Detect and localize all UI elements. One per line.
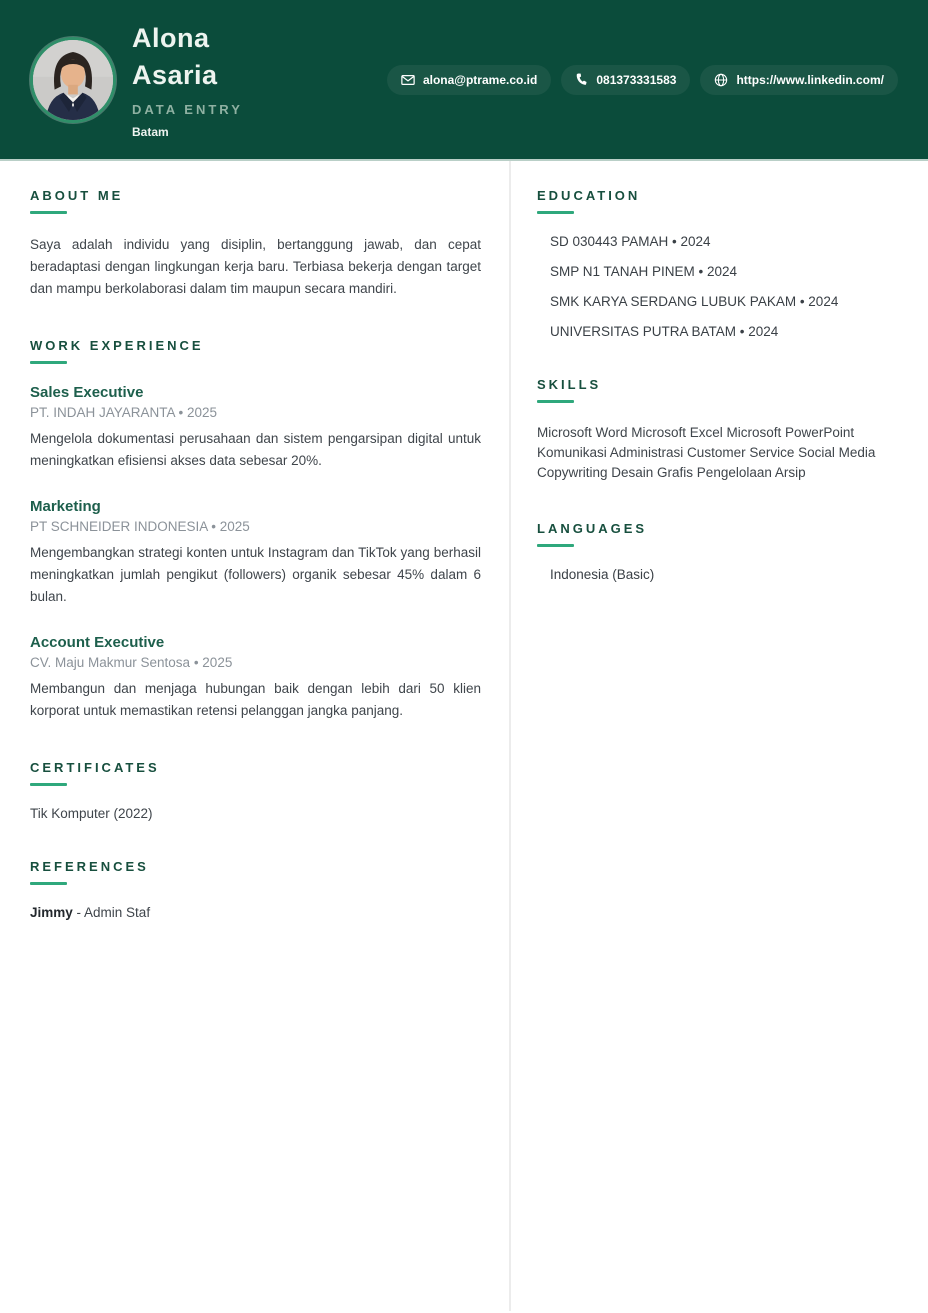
education-list [537, 234, 898, 339]
certificates-heading: CERTIFICATES [30, 760, 160, 775]
website-pill[interactable] [700, 65, 898, 95]
job-company: PT SCHNEIDER INDONESIA • 2025 [30, 519, 250, 534]
work-underline [30, 361, 67, 364]
email-text: alona@ptrame.co.id [422, 72, 538, 87]
phone-icon [575, 73, 588, 86]
language-item: Indonesia (Basic) [550, 567, 655, 582]
phone-pill[interactable] [561, 65, 690, 95]
phone-text: 081373331583 [596, 72, 677, 87]
job-title: Sales Executive [30, 384, 144, 401]
avatar [30, 37, 116, 123]
job-entry [30, 498, 481, 608]
section-work-experience [30, 338, 481, 722]
job-entry [30, 384, 481, 472]
reference-name: Jimmy [30, 905, 73, 920]
education-item: SD 030443 PAMAH • 2024 [550, 234, 711, 249]
about-heading: ABOUT ME [30, 188, 124, 203]
email-pill[interactable] [387, 65, 551, 95]
languages-heading: LANGUAGES [537, 521, 648, 536]
work-heading: WORK EXPERIENCE [30, 338, 204, 353]
header [0, 0, 928, 161]
section-education [537, 188, 898, 339]
education-item: SMK KARYA SERDANG LUBUK PAKAM • 2024 [550, 294, 839, 309]
references-underline [30, 882, 67, 885]
reference-detail: - Admin Staf [72, 905, 151, 920]
location: Batam [132, 125, 169, 139]
education-heading: EDUCATION [537, 188, 641, 203]
job-entry [30, 634, 481, 722]
identity-block [132, 20, 243, 139]
job-role: DATA ENTRY [132, 102, 243, 117]
website-text: https://www.linkedin.com/ [736, 72, 884, 87]
skills-underline [537, 400, 574, 403]
certificates-underline [30, 783, 67, 786]
avatar-photo [33, 40, 113, 120]
section-references [30, 859, 481, 920]
skills-text: Microsoft Word Microsoft Excel Microsoft PowerPoint Komunikasi Administrasi Customer Service Social Media Copywriting Desain Grafis Pengelolaan Arsip [537, 425, 876, 480]
skills-heading: SKILLS [537, 377, 602, 392]
about-underline [30, 211, 67, 214]
person-name-line1: Alona [132, 23, 210, 53]
email-icon [401, 74, 415, 86]
education-underline [537, 211, 574, 214]
job-company: PT. INDAH JAYARANTA • 2025 [30, 405, 218, 420]
about-text: Saya adalah individu yang disiplin, bertanggung jawab, dan cepat beradaptasi dengan lingkungan kerja baru. Terbiasa bekerja dengan target dan mampu berkolaborasi dalam tim maupun secara mandiri. [30, 237, 481, 296]
job-description: Mengembangkan strategi konten untuk Instagram dan TikTok yang berhasil meningkatkan jumlah pengikut (followers) organik sebesar 45% dalam 6 bulan. [30, 545, 481, 604]
section-skills [537, 377, 898, 483]
right-column [511, 188, 898, 1311]
globe-icon [714, 73, 728, 87]
references-heading: REFERENCES [30, 859, 149, 874]
section-languages [537, 521, 898, 582]
section-about [30, 188, 481, 300]
left-column [30, 188, 481, 1311]
job-description: Membangun dan menjaga hubungan baik dengan lebih dari 50 klien korporat untuk memastikan retensi pelanggan jangka panjang. [30, 681, 481, 718]
education-item: UNIVERSITAS PUTRA BATAM • 2024 [550, 324, 779, 339]
job-company: CV. Maju Makmur Sentosa • 2025 [30, 655, 233, 670]
person-name-line2: Asaria [132, 60, 218, 90]
certificate-item: Tik Komputer (2022) [30, 806, 153, 821]
person-name [132, 20, 243, 94]
education-item: SMP N1 TANAH PINEM • 2024 [550, 264, 738, 279]
languages-underline [537, 544, 574, 547]
contact-pills [387, 65, 898, 95]
job-title: Marketing [30, 498, 101, 515]
job-title: Account Executive [30, 634, 165, 651]
reference-item [30, 905, 481, 920]
main-content [0, 161, 928, 1311]
section-certificates [30, 760, 481, 821]
job-description: Mengelola dokumentasi perusahaan dan sistem pengarsipan digital untuk meningkatkan efisiensi akses data sebesar 20%. [30, 431, 481, 468]
